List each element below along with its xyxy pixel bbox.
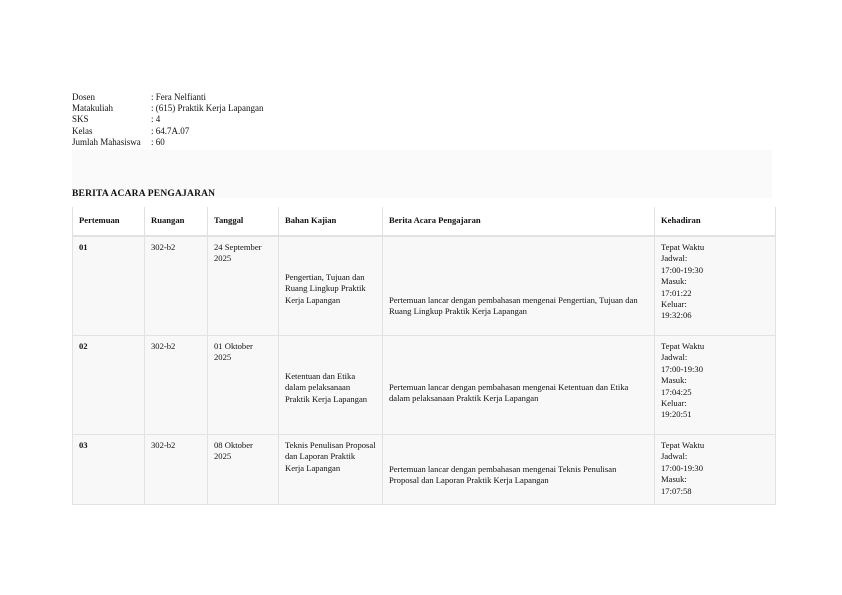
cell-kehadiran <box>655 236 776 336</box>
kehadiran-line: Jadwal: <box>661 451 688 462</box>
header-pertemuan: Pertemuan <box>73 207 145 236</box>
kehadiran-line: 17:04:25 <box>661 386 692 397</box>
kehadiran-line: Masuk: <box>661 276 687 287</box>
berita-text: Pertemuan lancar dengan pembahasan mengenai Pengertian, Tujuan dan Ruang Lingkup Praktik Kerja Lapangan <box>389 295 638 317</box>
cell-kehadiran <box>655 336 776 435</box>
table-row <box>73 236 776 336</box>
info-value: : Fera Nelfianti <box>151 92 206 102</box>
info-value: : (615) Praktik Kerja Lapangan <box>151 103 264 114</box>
kehadiran-line: 17:00-19:30 <box>661 363 704 374</box>
cell-berita-acara <box>383 336 655 435</box>
info-row-kelas <box>72 126 263 137</box>
info-label: Matakuliah <box>72 103 113 114</box>
info-value: : 60 <box>151 136 165 147</box>
header-berita-acara: Berita Acara Pengajaran <box>383 207 655 236</box>
cell-berita-acara <box>383 435 655 505</box>
bahan-text: Ketentuan dan Etika dalam pelaksanaan Praktik Kerja Lapangan <box>285 371 368 404</box>
info-label: SKS <box>72 114 89 125</box>
kehadiran-line: 17:00-19:30 <box>661 462 704 473</box>
info-label: Jumlah Mahasiswa <box>72 136 141 147</box>
bahan-text: Pengertian, Tujuan dan Ruang Lingkup Praktik Kerja Lapangan <box>285 272 366 305</box>
teaching-record-table <box>72 207 776 505</box>
kehadiran-line: Jadwal: <box>661 352 688 363</box>
table-row <box>73 435 776 505</box>
kehadiran-line: Masuk: <box>661 474 687 485</box>
cell-pertemuan: 02 <box>73 336 145 435</box>
info-row-dosen <box>72 92 263 103</box>
info-row-jumlah <box>72 137 263 148</box>
cell-bahan-kajian <box>279 236 383 336</box>
kehadiran-status: Tepat Waktu <box>661 341 705 351</box>
cell-ruangan: 302-b2 <box>145 236 208 336</box>
kehadiran-line: 17:00-19:30 <box>661 264 704 275</box>
bahan-text: Teknis Penulisan Proposal dan Laporan Praktik Kerja Lapangan <box>285 440 376 473</box>
cell-tanggal: 24 September 2025 <box>208 236 279 336</box>
table-header-row <box>73 207 776 236</box>
header-tanggal: Tanggal <box>208 207 279 236</box>
kehadiran-status: Tepat Waktu <box>661 242 705 252</box>
header-kehadiran: Kehadiran <box>655 207 776 236</box>
course-info <box>72 92 263 148</box>
kehadiran-line: 19:20:51 <box>661 409 692 420</box>
info-label: Kelas <box>72 125 93 136</box>
kehadiran-line: Keluar: <box>661 299 687 310</box>
info-value: : 4 <box>151 114 161 125</box>
kehadiran-line: 17:01:22 <box>661 287 692 298</box>
kehadiran-line: Masuk: <box>661 375 687 386</box>
info-label: Dosen <box>72 92 95 102</box>
cell-bahan-kajian <box>279 336 383 435</box>
cell-kehadiran <box>655 435 776 505</box>
berita-text: Pertemuan lancar dengan pembahasan mengenai Teknis Penulisan Proposal dan Laporan Praktik Kerja Lapangan <box>389 464 617 486</box>
kehadiran-line: Keluar: <box>661 398 687 409</box>
info-row-matakuliah <box>72 103 263 114</box>
kehadiran-status: Tepat Waktu <box>661 440 705 450</box>
cell-berita-acara <box>383 236 655 336</box>
header-ruangan: Ruangan <box>145 207 208 236</box>
kehadiran-line: 19:32:06 <box>661 310 692 321</box>
kehadiran-line: 17:07:58 <box>661 485 692 496</box>
berita-text: Pertemuan lancar dengan pembahasan mengenai Ketentuan dan Etika dalam pelaksanaan Praktik Kerja Lapangan <box>389 382 629 404</box>
cell-tanggal: 01 Oktober 2025 <box>208 336 279 435</box>
table-row <box>73 336 776 435</box>
info-value: : 64.7A.07 <box>151 125 190 136</box>
cell-pertemuan: 01 <box>73 236 145 336</box>
cell-ruangan: 302-b2 <box>145 435 208 505</box>
cell-tanggal: 08 Oktober 2025 <box>208 435 279 505</box>
section-title: BERITA ACARA PENGAJARAN <box>72 189 216 199</box>
header-bahan-kajian: Bahan Kajian <box>279 207 383 236</box>
cell-bahan-kajian <box>279 435 383 505</box>
cell-ruangan: 302-b2 <box>145 336 208 435</box>
cell-pertemuan: 03 <box>73 435 145 505</box>
kehadiran-line: Jadwal: <box>661 253 688 264</box>
info-row-sks <box>72 114 263 125</box>
